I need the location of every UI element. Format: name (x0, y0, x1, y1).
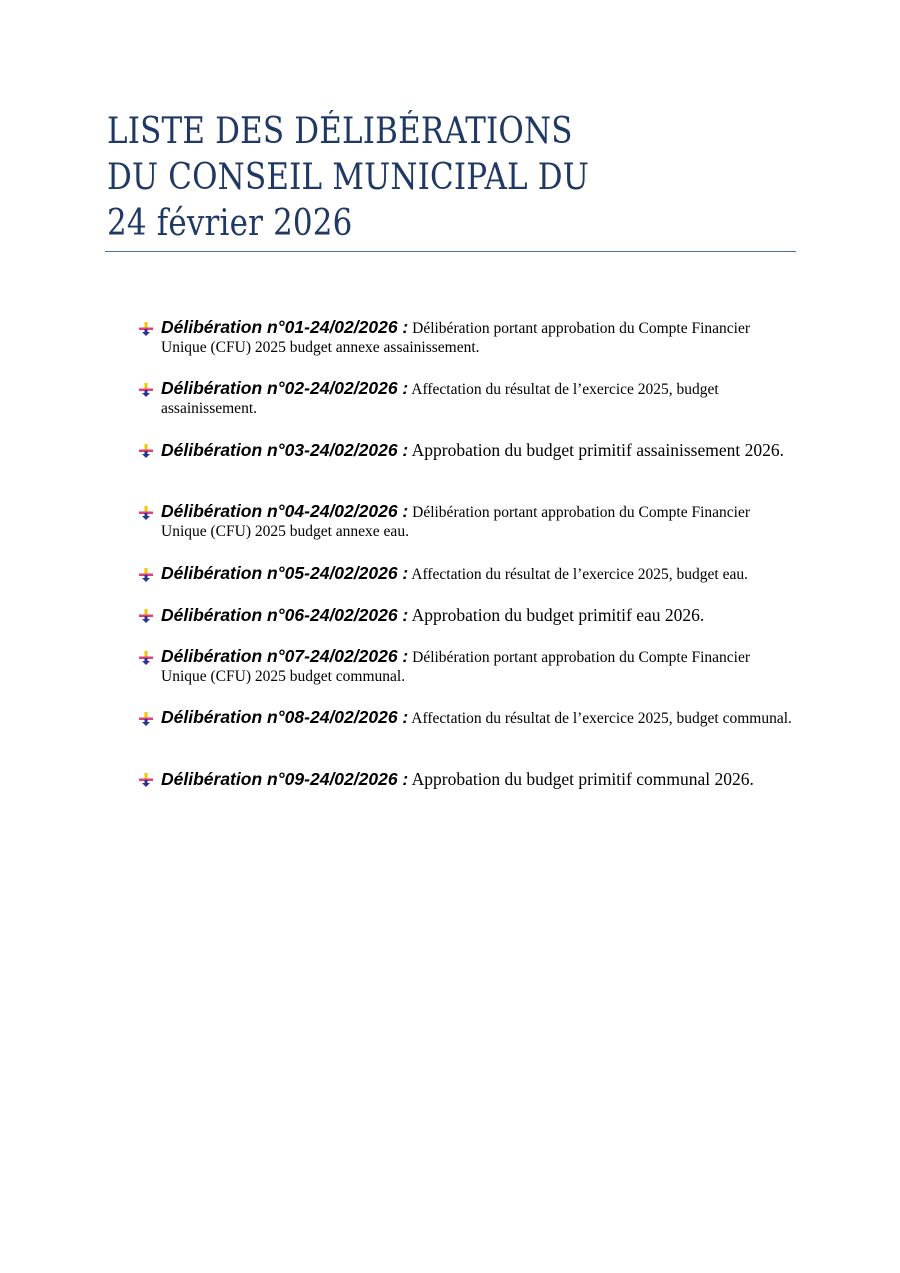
title-divider (105, 251, 796, 252)
deliberation-number: Délibération n°07-24/02/2026 : (161, 646, 409, 666)
deliberation-list (138, 318, 798, 799)
list-item (138, 647, 798, 708)
deliberation-text: Approbation du budget primitif assainissement 2026. (411, 440, 784, 460)
list-item (138, 769, 798, 799)
deliberation-number: Délibération n°03-24/02/2026 : (161, 440, 409, 460)
arrow-down-bullet-icon (138, 382, 154, 398)
list-item (138, 318, 798, 379)
page-title (107, 109, 797, 247)
deliberation-number: Délibération n°01-24/02/2026 : (161, 317, 409, 337)
deliberation-number: Délibération n°09-24/02/2026 : (161, 769, 409, 789)
deliberation-number: Délibération n°04-24/02/2026 : (161, 501, 409, 521)
deliberation-number: Délibération n°02-24/02/2026 : (161, 378, 409, 398)
arrow-down-bullet-icon (138, 505, 154, 521)
arrow-down-bullet-icon (138, 711, 154, 727)
arrow-down-bullet-icon (138, 567, 154, 583)
deliberation-text: Affectation du résultat de l’exercice 2025, budget eau. (411, 566, 748, 583)
arrow-down-bullet-icon (138, 443, 154, 459)
list-item (138, 708, 798, 769)
list-item (138, 502, 798, 564)
deliberation-number: Délibération n°05-24/02/2026 : (161, 563, 409, 583)
arrow-down-bullet-icon (138, 772, 154, 788)
deliberation-text: Approbation du budget primitif communal 2026. (411, 769, 754, 789)
deliberation-text: Délibération portant approbation du Compte Financier Unique (CFU) 2025 budget annexe eau. (161, 504, 751, 540)
deliberation-number: Délibération n°08-24/02/2026 : (161, 707, 409, 727)
arrow-down-bullet-icon (138, 650, 154, 666)
title-line-3: 24 février 2026 (107, 203, 353, 244)
deliberation-text: Délibération portant approbation du Compte Financier Unique (CFU) 2025 budget annexe assainissement. (161, 320, 751, 356)
title-line-2: DU CONSEIL MUNICIPAL DU (107, 157, 590, 198)
deliberation-text: Affectation du résultat de l’exercice 2025, budget assainissement. (161, 381, 719, 417)
title-line-1: LISTE DES DÉLIBÉRATIONS (107, 111, 573, 152)
list-item (138, 564, 798, 605)
list-item (138, 379, 798, 440)
deliberation-text: Affectation du résultat de l’exercice 2025, budget communal. (411, 710, 792, 727)
arrow-down-bullet-icon (138, 608, 154, 624)
deliberation-text: Délibération portant approbation du Compte Financier Unique (CFU) 2025 budget communal. (161, 649, 751, 685)
arrow-down-bullet-icon (138, 321, 154, 337)
deliberation-number: Délibération n°06-24/02/2026 : (161, 605, 409, 625)
list-item (138, 440, 798, 502)
deliberation-text: Approbation du budget primitif eau 2026. (411, 605, 705, 625)
list-item (138, 605, 798, 647)
